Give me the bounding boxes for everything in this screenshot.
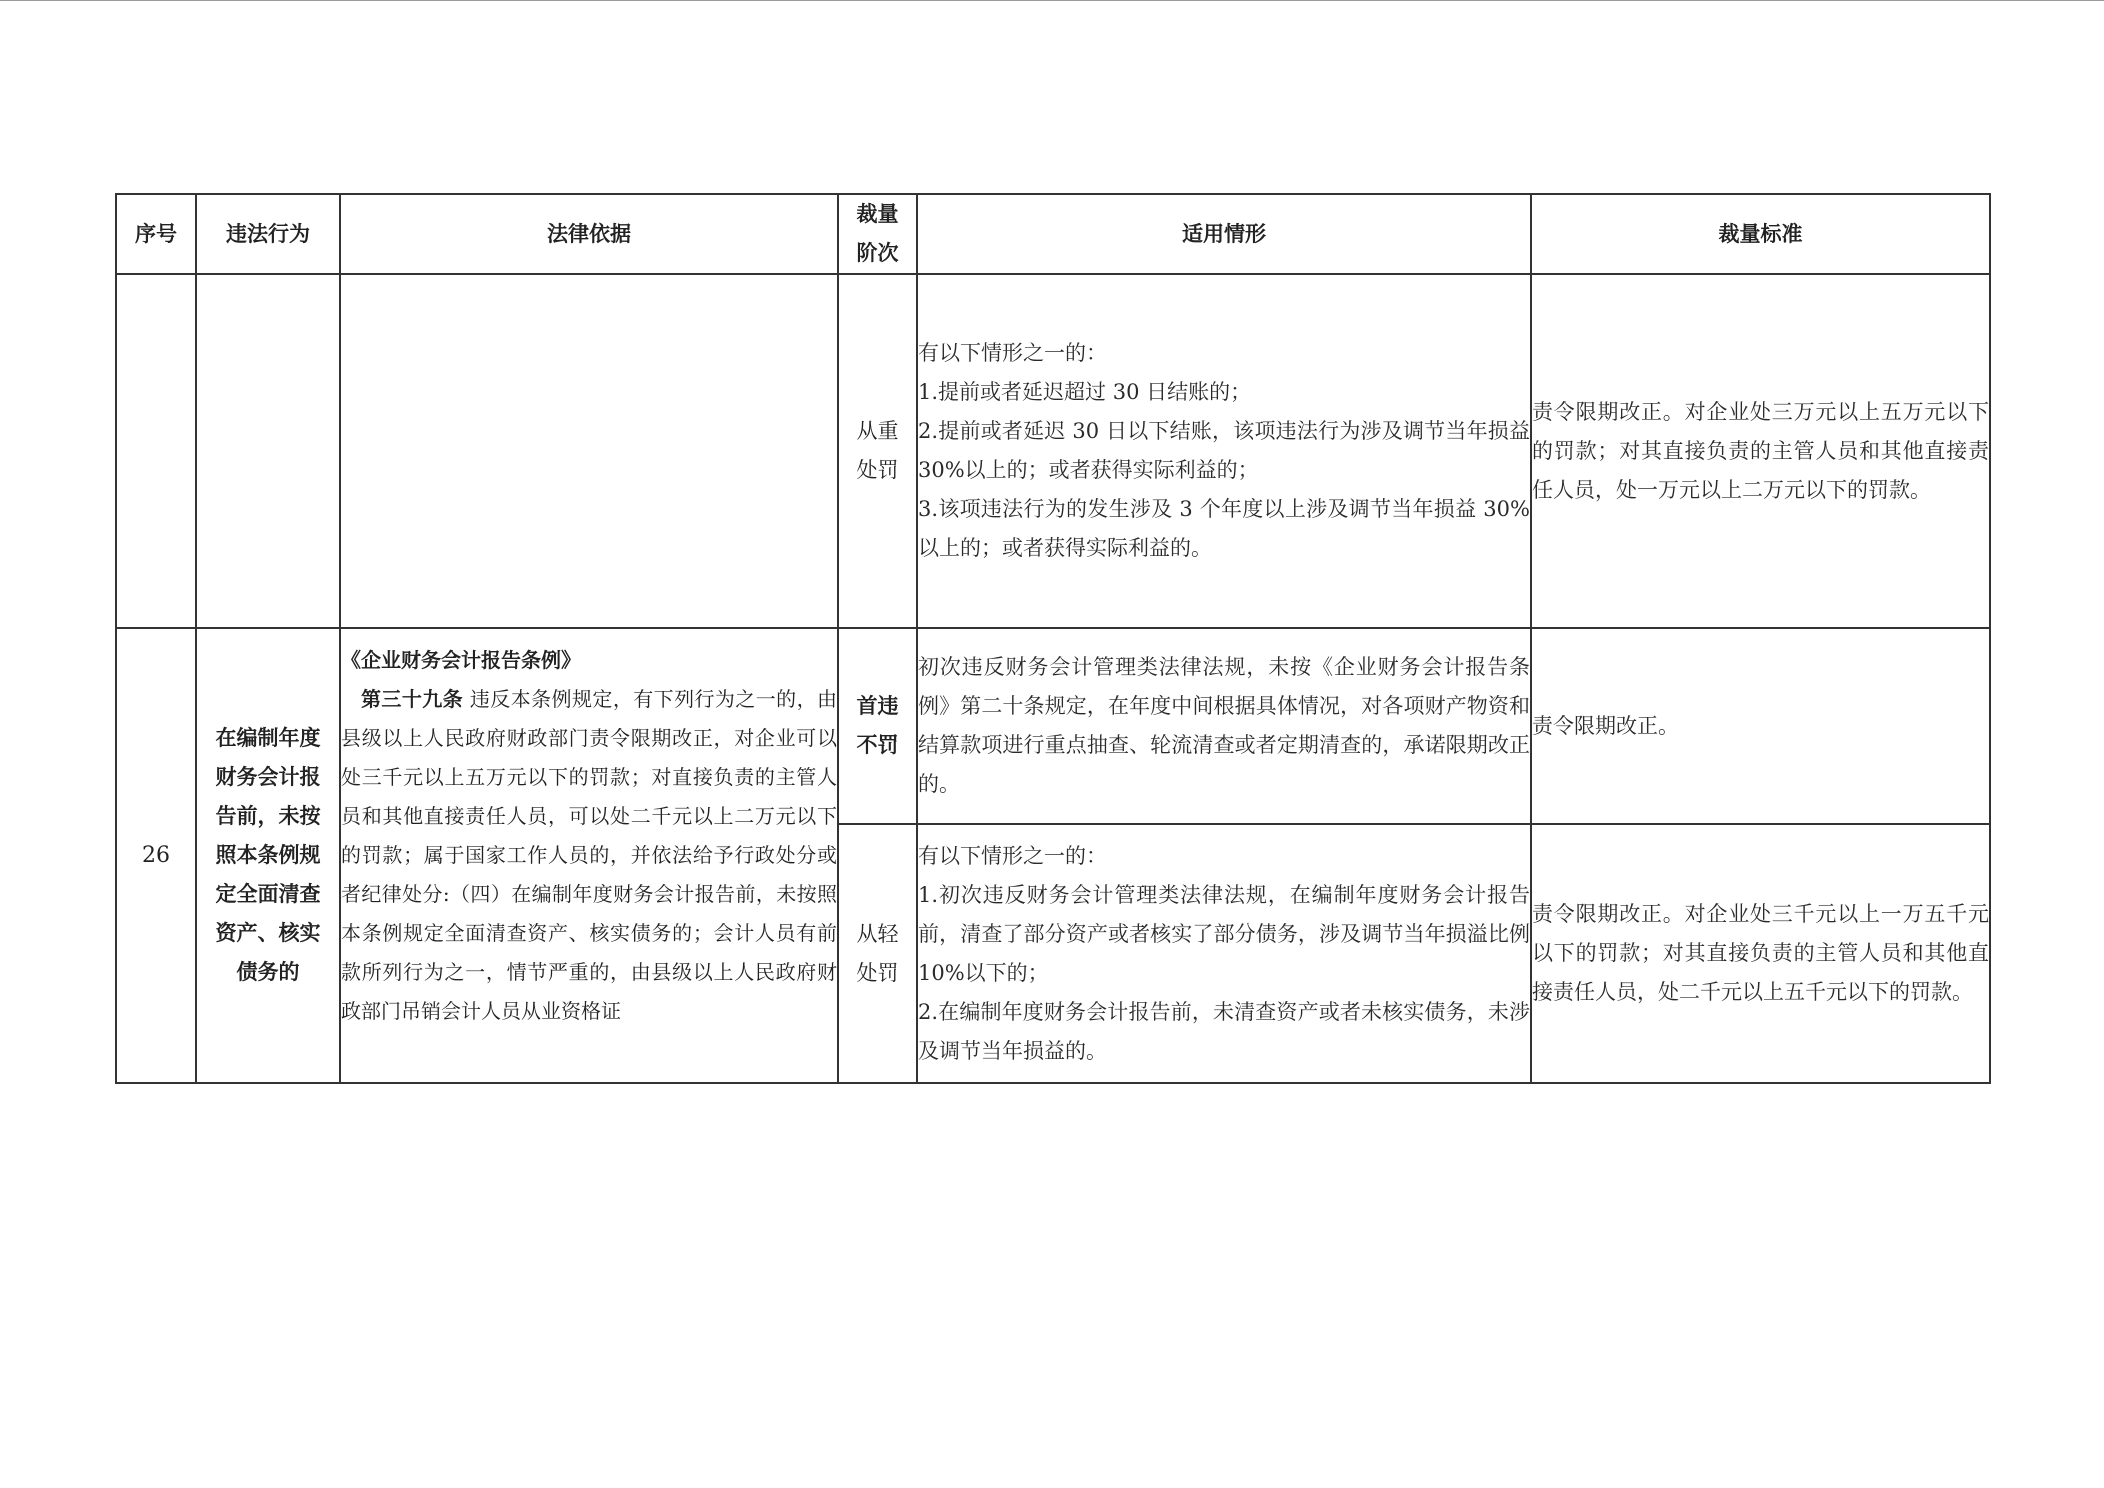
header-tier: 裁量 阶次 <box>838 194 917 274</box>
header-legal-basis: 法律依据 <box>340 194 838 274</box>
table-row-previous <box>116 274 1990 628</box>
header-seq: 序号 <box>116 194 196 274</box>
row26-tier-first: 首违 不罚 <box>838 628 917 824</box>
row26-situation-first: 初次违反财务会计管理类法律法规，未按《企业财务会计报告条例》第二十条规定，在年度中间根据具体情况，对各项财产物资和结算款项进行重点抽查、轮流清查或者定期清查的，承诺限期改正的。 <box>917 628 1531 824</box>
row26-law-cell <box>340 628 838 1083</box>
prev-standard-cell: 责令限期改正。对企业处三万元以上五万元以下的罚款；对其直接负责的主管人员和其他直接责任人员，处一万元以上二万元以下的罚款。 <box>1531 274 1990 628</box>
row26-violation-cell: 在编制年度 财务会计报 告前，未按 照本条例规 定全面清查 资产、核实 债务的 <box>196 628 340 1083</box>
law-article: 第三十九条 <box>361 687 464 711</box>
row26-standard-first: 责令限期改正。 <box>1531 628 1990 824</box>
row26-situation-second: 有以下情形之一的： 1.初次违反财务会计管理类法律法规，在编制年度财务会计报告前，清查了部分资产或者核实了部分债务，涉及调节当年损溢比例 10%以下的； 2.在编制年度财务会计报告前，未清查资产或者未核实债务，未涉及调节当年损益的。 <box>917 824 1531 1083</box>
prev-law-cell <box>340 274 838 628</box>
prev-violation-cell <box>196 274 340 628</box>
prev-situation-cell: 有以下情形之一的： 1.提前或者延迟超过 30 日结账的； 2.提前或者延迟 30 日以下结账，该项违法行为涉及调节当年损益 30%以上的；或者获得实际利益的； 3.该项违法行为的发生涉及 3 个年度以上涉及调节当年损益 30%以上的；或者获得实际利益的。 <box>917 274 1531 628</box>
table-row-26-first <box>116 628 1990 824</box>
header-situation: 适用情形 <box>917 194 1531 274</box>
row26-standard-second: 责令限期改正。对企业处三千元以上一万五千元以下的罚款；对其直接负责的主管人员和其他直接责任人员，处二千元以上五千元以下的罚款。 <box>1531 824 1990 1083</box>
row26-seq-cell: 26 <box>116 628 196 1083</box>
discretion-standard-table <box>115 193 1991 1084</box>
law-text: 违反本条例规定，有下列行为之一的，由县级以上人民政府财政部门责令限期改正，对企业可以处三千元以上五万元以下的罚款；对直接负责的主管人员和其他直接责任人员，可以处二千元以上二万元以下的罚款；属于国家工作人员的，并依法给予行政处分或者纪律处分:（四）在编制年度财务会计报告前，未按照本条例规定全面清查资产、核实债务的；会计人员有前款所列行为之一，情节严重的，由县级以上人民政府财政部门吊销会计人员从业资格证 <box>341 687 838 1023</box>
prev-seq-cell <box>116 274 196 628</box>
law-title: 《企业财务会计报告条例》 <box>341 648 581 672</box>
header-violation: 违法行为 <box>196 194 340 274</box>
header-standard: 裁量标准 <box>1531 194 1990 274</box>
row26-tier-second: 从轻 处罚 <box>838 824 917 1083</box>
table-header-row <box>116 194 1990 274</box>
prev-tier-cell: 从重 处罚 <box>838 274 917 628</box>
